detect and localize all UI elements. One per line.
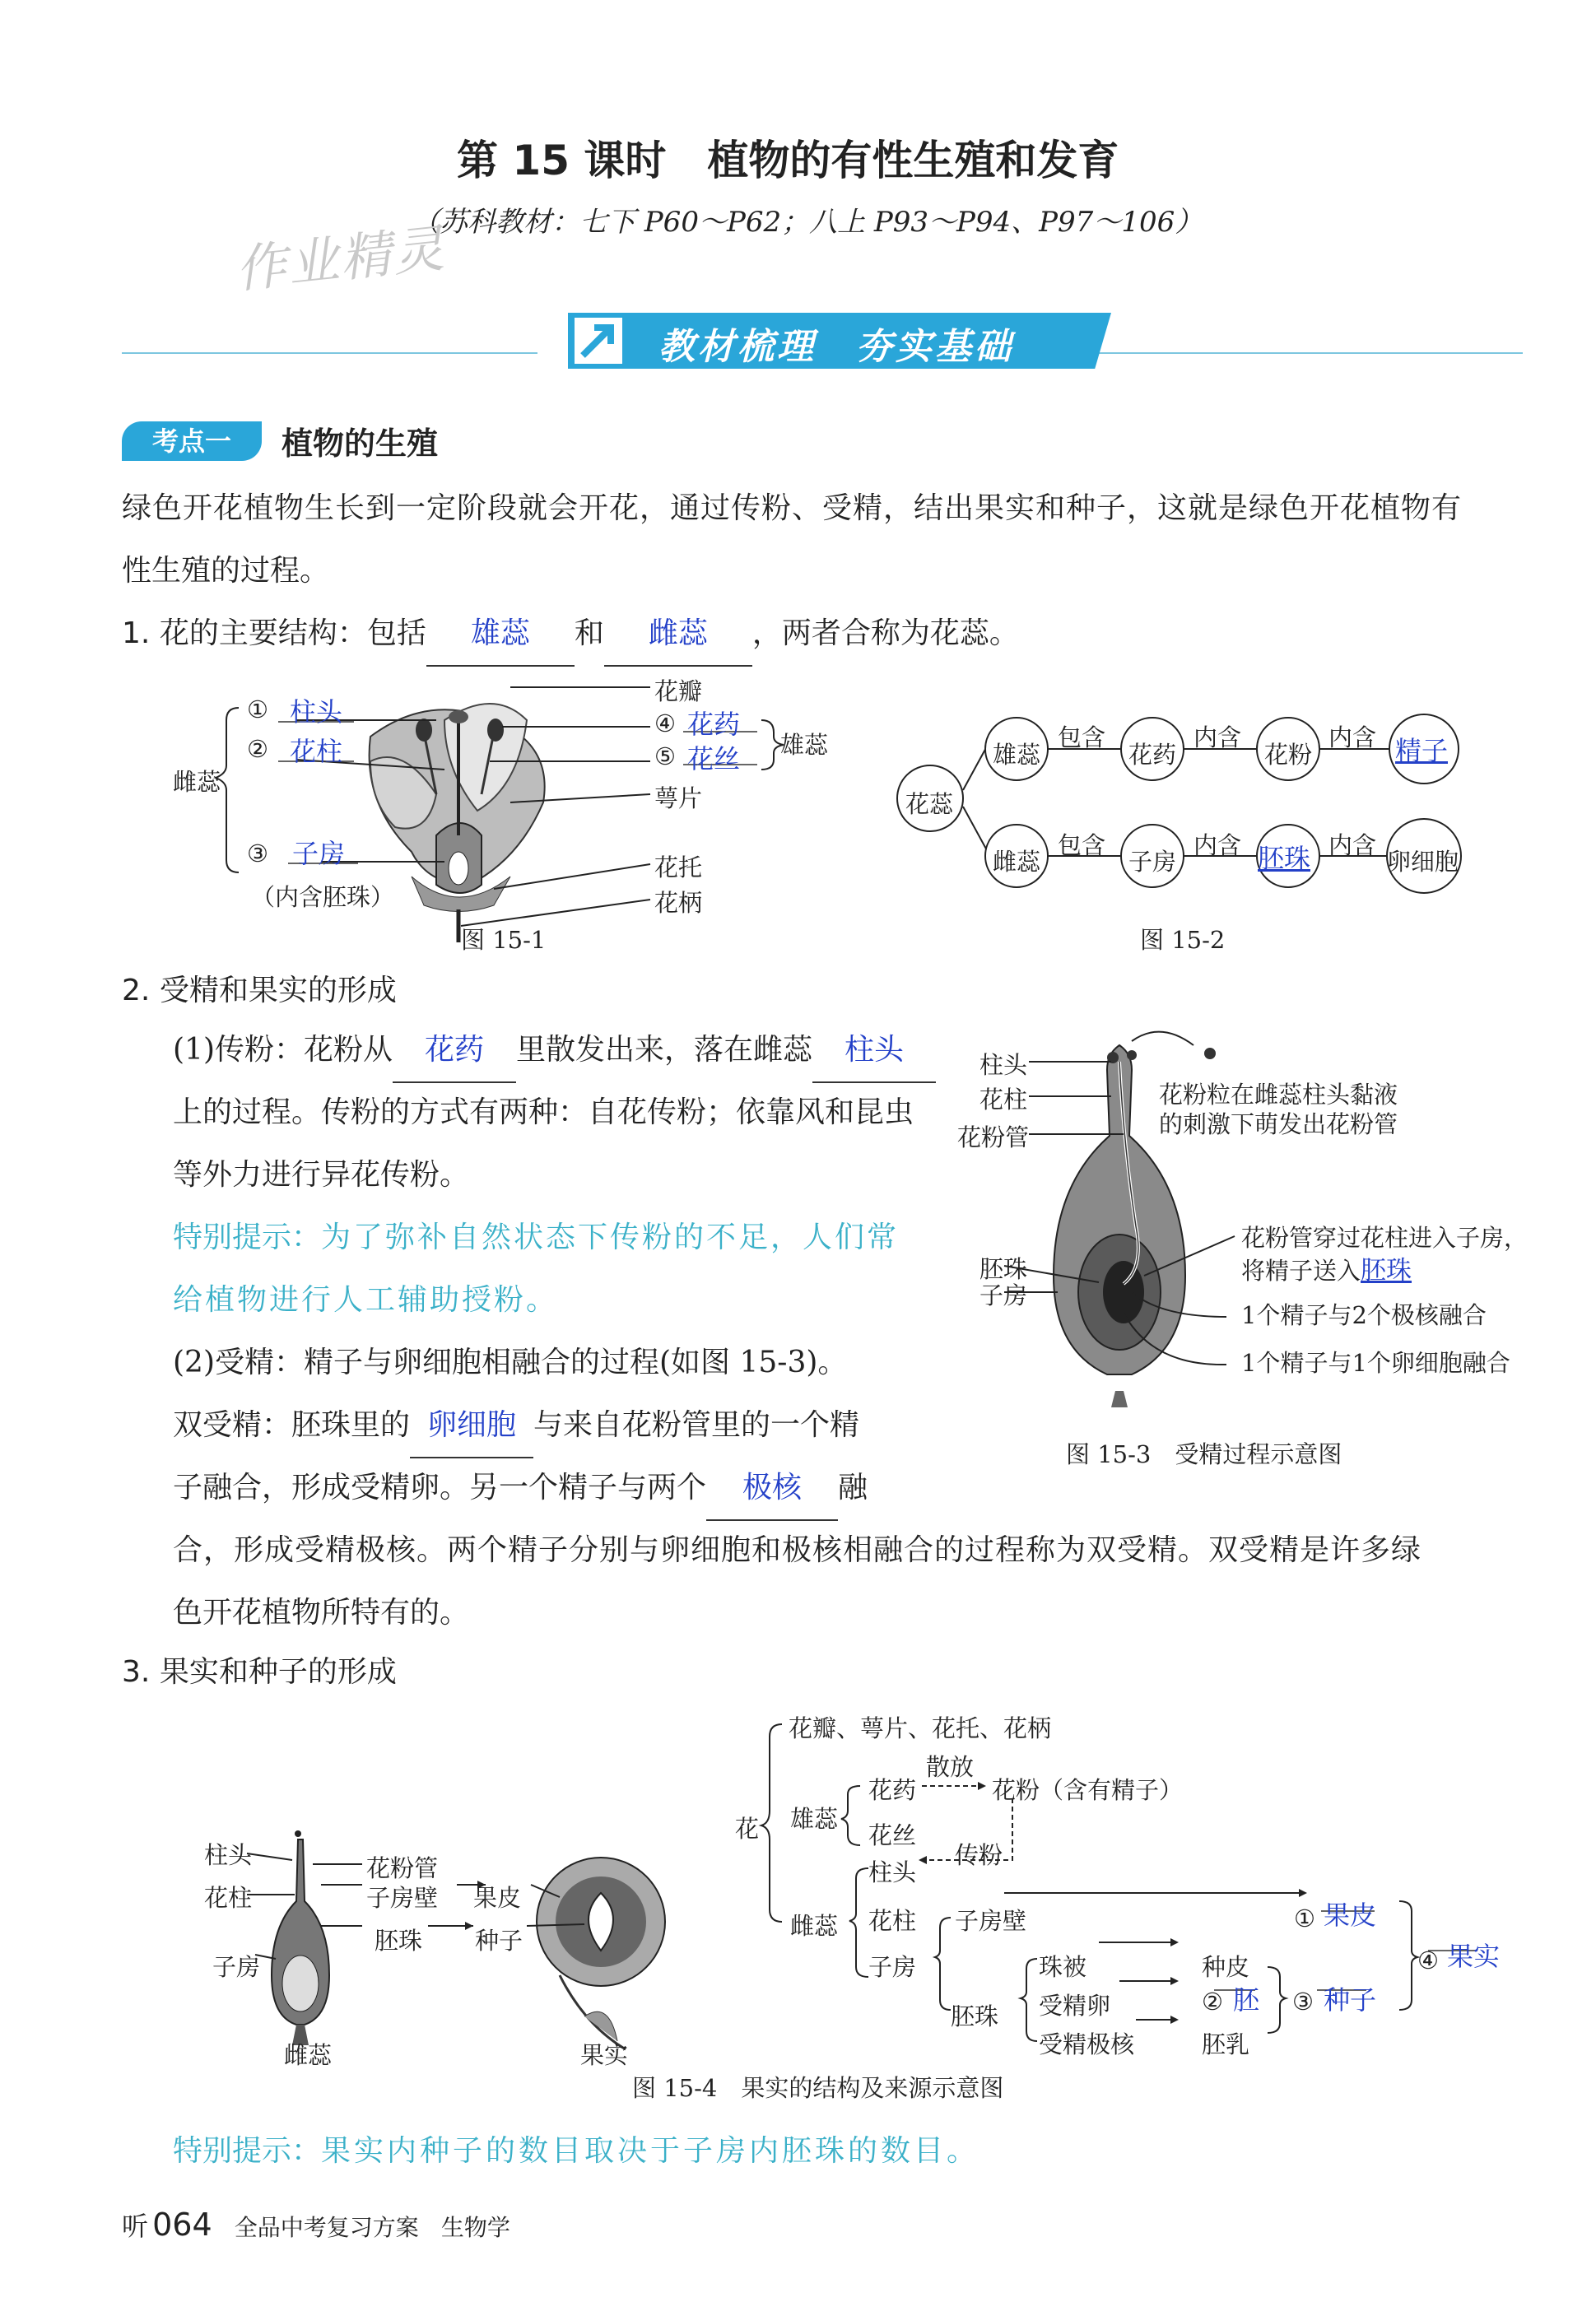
fig2-rel-2: 内含 (1194, 723, 1242, 751)
p3-answer2: 极核 (706, 1457, 838, 1521)
tip2-label: 特别提示： (173, 2134, 322, 2168)
fig2-rel-4: 包含 (1058, 831, 1106, 859)
tree-n1: ① (1294, 1904, 1315, 1932)
fig3-note1-b: 的刺激下萌发出花粉管 (1159, 1110, 1398, 1138)
page-subtitle: （苏科教材：七下 P60～P62；八上 P93～P94、P97～106） (412, 206, 1203, 239)
item3-number: 3. (122, 1655, 151, 1689)
fig2-bottom-last: 卵细胞 (1387, 848, 1459, 876)
fig4-fruit-caption: 果实 (580, 2041, 629, 2069)
p1-a: (1)传粉：花粉从 (173, 1033, 393, 1067)
fig1-left-group: 雌蕊 (173, 768, 221, 796)
tree-filament: 花丝 (868, 1821, 917, 1849)
fig1-note3: （内含胚珠） (251, 883, 395, 911)
tree-n3: ③ (1292, 1988, 1314, 2016)
fig1-n4: ④ (654, 709, 676, 737)
item1-middle: 和 (574, 616, 604, 650)
fig3-note1-a: 花粉粒在雌蕊柱头黏液 (1159, 1081, 1398, 1109)
tree-integument: 珠被 (1039, 1953, 1087, 1981)
fig2-bottom-answer: 胚珠 (1258, 843, 1311, 874)
tree-endosperm: 胚乳 (1202, 2030, 1250, 2058)
item2-p1 (173, 1019, 930, 1083)
fig3-note2-line (1241, 1249, 1412, 1286)
fig1-petal: 花瓣 (654, 677, 703, 705)
item2-p3-line4: 色开花植物所特有的。 (173, 1596, 470, 1630)
fig1-n1: ① (247, 695, 268, 723)
tree-n4: ④ (1417, 1946, 1439, 1974)
tree-style: 花柱 (868, 1907, 917, 1935)
fig1-a2: 花柱 (290, 736, 343, 767)
tip1-line1 (173, 1207, 899, 1269)
tree-a3: 种子 (1324, 1984, 1377, 2016)
tree-others: 花瓣、萼片、花托、花柄 (789, 1714, 1052, 1742)
tree-seedcoat: 种皮 (1202, 1953, 1250, 1981)
tip1-line2: 给植物进行人工辅助授粉。 (173, 1283, 559, 1317)
tip1-label: 特别提示： (173, 1221, 322, 1254)
item2-p2: (2)受精：精子与卵细胞相融合的过程(如图 15-3)。 (173, 1346, 848, 1379)
banner-line-left (122, 352, 537, 354)
tip2 (173, 2128, 979, 2170)
fig1-n5: ⑤ (654, 742, 676, 770)
p3-d: 融 (838, 1471, 868, 1504)
section-heading: 植物的生殖 (282, 426, 439, 462)
footer-book: 全品中考复习方案 (234, 2214, 419, 2241)
item2-heading (122, 967, 397, 1009)
p3-a: 双受精：胚珠里的 (173, 1408, 411, 1442)
page-title: 第 15 课时 植物的有性生殖和发育 (457, 137, 1119, 184)
fig2-top-0: 雄蕊 (993, 741, 1041, 769)
fig1-sepal: 萼片 (654, 784, 703, 812)
fig2-top-answer: 精子 (1395, 735, 1449, 766)
fig4-ovary: 子房 (212, 1953, 261, 1981)
fig3-note2-a: 花粉管穿过花柱进入子房， (1241, 1224, 1529, 1252)
item2-p3-line3: 合，形成受精极核。两个精子分别与卵细胞和极核相融合的过程称为双受精。双受精是许多绿 (173, 1533, 1422, 1567)
p3-answer1: 卵细胞 (410, 1394, 533, 1458)
fig2-rel-3: 内含 (1328, 723, 1377, 751)
item2-p1-d: 等外力进行异花传粉。 (173, 1158, 470, 1192)
footer-page: 064 (152, 2207, 212, 2243)
section-badge: 考点一 (122, 421, 262, 461)
item1-suffix: ，两者合称为花蕊。 (751, 616, 1019, 650)
item1-answer1: 雄蕊 (426, 602, 575, 667)
fig3-stigma: 柱头 (979, 1051, 1028, 1079)
tip1-text-a: 为了弥补自然状态下传粉的不足，人们常 (321, 1221, 900, 1254)
p3-b: 与来自花粉管里的一个精 (533, 1408, 860, 1442)
banner-text: 教材梳理 夯实基础 (658, 326, 1014, 368)
footer-mark: 听 (122, 2211, 149, 2242)
fig2-rel-6: 内含 (1328, 831, 1377, 859)
fig4-ovule: 胚珠 (375, 1927, 423, 1955)
tree-flower: 花 (735, 1815, 760, 1843)
fig3-style: 花柱 (979, 1086, 1028, 1114)
item1-prefix: 花的主要结构：包括 (159, 616, 426, 650)
p1-answer1: 花药 (393, 1019, 516, 1083)
fig4-stigma: 柱头 (204, 1841, 253, 1869)
fig1-n2: ② (247, 735, 268, 763)
fig3-ovule: 胚珠 (979, 1255, 1028, 1283)
fig2-bottom-1: 子房 (1128, 848, 1177, 876)
fig2-rel-5: 内含 (1194, 831, 1242, 859)
tree-ovary: 子房 (868, 1953, 917, 1981)
fig2-caption: 图 15-2 (1140, 926, 1226, 954)
item2-p3-line2 (173, 1457, 868, 1521)
fig3-tube: 花粉管 (957, 1123, 1030, 1151)
p1-answer2: 柱头 (812, 1019, 936, 1083)
intro-line2: 性生殖的过程。 (122, 554, 330, 588)
footer (122, 2206, 510, 2244)
tree-stamen: 雄蕊 (790, 1805, 839, 1833)
tree-zygote: 受精卵 (1039, 1992, 1111, 2020)
fig4-caption: 图 15-4 果实的结构及来源示意图 (632, 2074, 1004, 2102)
tree-wall: 子房壁 (955, 1907, 1027, 1935)
item2-p3-line1 (173, 1394, 859, 1458)
tree-pollinate: 传粉 (955, 1841, 1003, 1869)
item3-heading (122, 1649, 397, 1690)
tree-a2: 胚 (1233, 1984, 1260, 2016)
tree-stigma: 柱头 (868, 1858, 917, 1886)
intro-line1: 绿色开花植物生长到一定阶段就会开花，通过传粉、受精，结出果实和种子，这就是绿色开花植物有 (122, 491, 1463, 525)
tree-polar: 受精极核 (1039, 2030, 1135, 2058)
footer-subject: 生物学 (440, 2214, 510, 2241)
item2-title: 受精和果实的形成 (159, 974, 397, 1007)
p3-c: 子融合，形成受精卵。另一个精子与两个 (173, 1471, 707, 1504)
banner-line-right (1095, 352, 1523, 354)
fig-15-4-tree (724, 1704, 1515, 2066)
fig3-note2-answer: 胚珠 (1361, 1256, 1412, 1286)
item1-answer2: 雌蕊 (604, 602, 752, 667)
tree-anther: 花药 (868, 1776, 917, 1804)
fig3-note2-b: 将精子送入 (1241, 1257, 1361, 1285)
fig1-receptacle: 花托 (654, 853, 703, 881)
fig2-rel-1: 包含 (1058, 723, 1106, 751)
item2-number: 2. (122, 974, 151, 1007)
tree-release: 散放 (926, 1753, 975, 1781)
fig4-pericarp: 果皮 (473, 1884, 522, 1912)
fig1-caption: 图 15-1 (461, 926, 547, 954)
tree-ovule: 胚珠 (951, 2002, 999, 2030)
tree-pollen: 花粉（含有精子） (992, 1776, 1184, 1804)
fig2-top-1: 花药 (1128, 741, 1177, 769)
fig-15-1 (165, 671, 889, 959)
fig2-root: 花蕊 (905, 790, 954, 818)
tree-a4: 果实 (1447, 1941, 1501, 1972)
banner-arrow-icon (575, 318, 622, 364)
fig2-bottom-0: 雌蕊 (993, 848, 1041, 876)
fig1-n3: ③ (247, 839, 268, 867)
fig3-note3: 1个精子与2个极核融合 (1241, 1301, 1487, 1329)
tip2-text: 果实内种子的数目取决于子房内胚珠的数目。 (321, 2134, 980, 2168)
tree-n2: ② (1202, 1988, 1223, 2016)
watermark: 作业精灵 (232, 217, 449, 300)
fig3-caption: 图 15-3 受精过程示意图 (1066, 1440, 1342, 1468)
fig1-a3: 子房 (292, 838, 346, 869)
fig1-stalk: 花柄 (654, 889, 703, 917)
p1-b: 里散发出来，落在雌蕊 (516, 1033, 813, 1067)
fig1-right-group: 雄蕊 (780, 731, 829, 759)
tree-a1: 果皮 (1324, 1900, 1377, 1931)
fig4-wall: 子房壁 (366, 1884, 439, 1912)
tree-pistil: 雌蕊 (790, 1912, 839, 1940)
fig1-a1: 柱头 (290, 696, 343, 728)
fig4-seed: 种子 (475, 1927, 523, 1955)
item1-number: 1. (122, 616, 151, 650)
item1-line (122, 602, 1019, 667)
item2-p1-c: 上的过程。传粉的方式有两种：自花传粉；依靠风和昆虫 (173, 1095, 914, 1129)
fig1-a4: 花药 (687, 709, 741, 740)
fig3-note4: 1个精子与1个卵细胞融合 (1241, 1349, 1510, 1377)
flower-illustration (370, 704, 545, 942)
fig4-tube: 花粉管 (366, 1854, 439, 1882)
fig4-style: 花柱 (204, 1884, 253, 1912)
fig4-pistil-caption: 雌蕊 (284, 2041, 333, 2069)
item3-title: 果实和种子的形成 (159, 1655, 397, 1689)
fig2-top-2: 花粉 (1264, 741, 1313, 769)
fig1-a5: 花丝 (687, 743, 741, 774)
fig3-ovary: 子房 (979, 1281, 1028, 1309)
